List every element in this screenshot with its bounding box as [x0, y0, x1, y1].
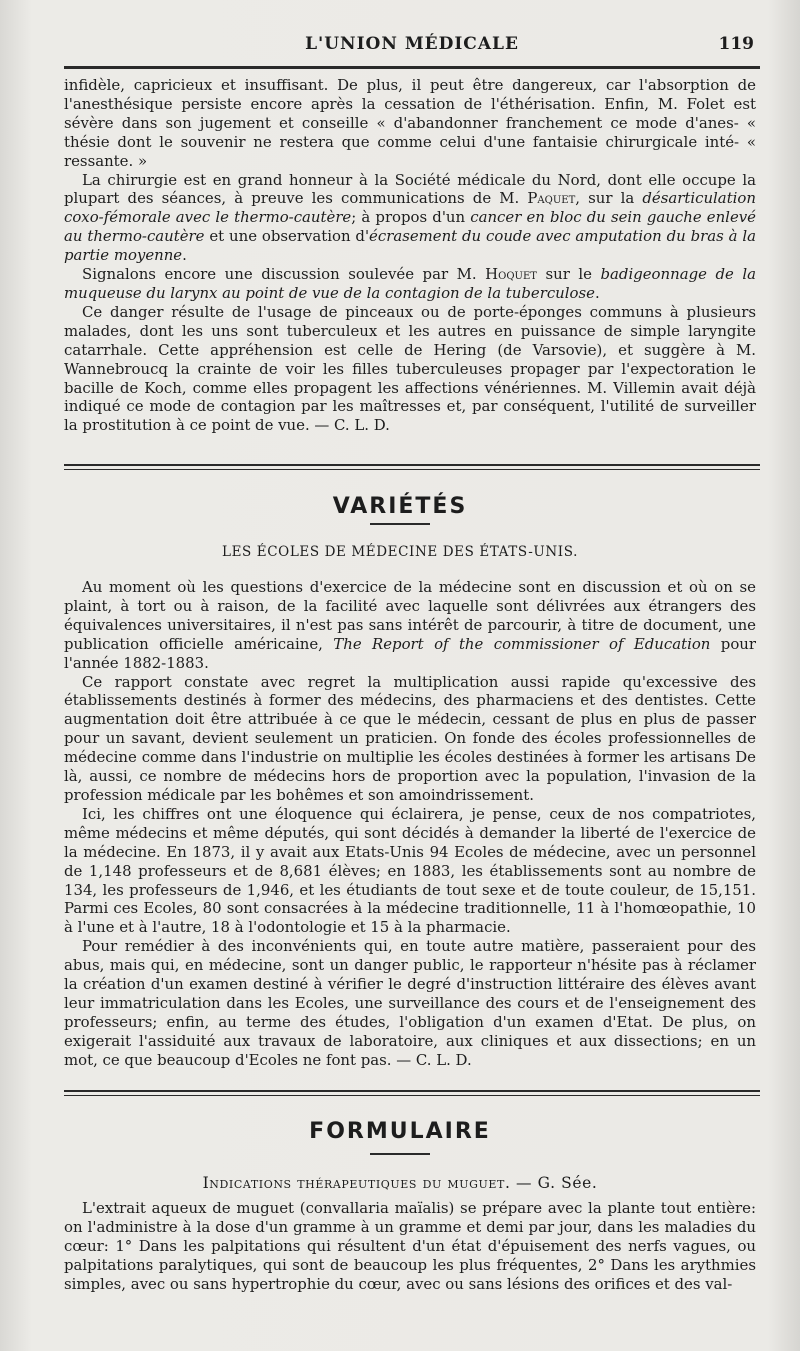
paragraph: Signalons encore une discussion soulevée par M. Hoquet sur le badigeonnage de la muqueuse du larynx au point de vue de la contagion de la tuberculose. — [64, 265, 756, 302]
article-heading: Indications thérapeutiques du muguet. — G. Sée. — [202, 1174, 598, 1192]
header-rule — [64, 66, 760, 69]
paragraph: Ce danger résulte de l'usage de pinceaux ou de porte-éponges communs à plusieurs malades, dont les uns sont tuberculeux et les autres en puissance de simple laryngite catarrhale. Cette appréhension est celle de Hering (de Varsovie), et suggère à M. Wannebroucq la crainte de voir les filles tuberculeuses propager par l'expectoration le bacille de Koch, comme elles propagent les affections vénériennes. M. Villemin avait déjà indiqué ce mode de contagion par les maîtresses et, par conséquent, l'utilité de surveiller la prostitution à ce point de vue. — C. L. D. — [64, 302, 756, 435]
paragraph: L'extrait aqueux de muguet (convallaria maïalis) se prépare avec la plante tout entière: on l'administre à la dose d'un gramme à un gramme et demi par jour, dans les maladies du cœur: 1° Dans les palpitations qui résultent d'un état d'épuisement des nerfs vagues, ou palpitations paralytiques, qui sont de beaucoup les plus fréquentes, 2° Dans les arythmies simples, avec ou sans hypertrophie du cœur, avec ou sans lésions des orifices et des val- — [64, 1199, 756, 1293]
page-header — [64, 34, 760, 58]
article-heading: LES ÉCOLES DE MÉDECINE DES ÉTATS-UNIS. — [222, 544, 578, 560]
running-title: L'UNION MÉDICALE — [305, 34, 519, 54]
title-underline — [370, 523, 430, 525]
section-rule — [64, 469, 760, 470]
paragraph: La chirurgie est en grand honneur à la Société médicale du Nord, dont elle occupe la plupart des séances, à preuve les communications de M. Paquet, sur la désarticulation coxo-fémorale avec le thermo-cautère; à propos d'un cancer en bloc du sein gauche enlevé au thermo-cautère et une observation d'écrasement du coude avec amputation du bras à la partie moyenne. — [64, 170, 756, 265]
intro-text — [64, 76, 756, 435]
page-number: 119 — [718, 34, 754, 54]
section-rule — [64, 1095, 760, 1096]
paragraph: Ici, les chiffres ont une éloquence qui éclairera, je pense, ceux de nos compatriotes, même médecins et même députés, qui sont décidés à demander la liberté de l'exercice de la médecine. En 1873, il y avait aux Etats-Unis 94 Ecoles de médecine, avec un personnel de 1,148 professeurs et de 8,681 élèves; en 1883, les établissements sont au nombre de 134, les professeurs de 1,946, et les étudiants de tout sexe et de toute couleur, de 15,151. Parmi ces Ecoles, 80 sont consacrées à la médecine traditionnelle, 11 à l'homœopathie, 10 à l'une et à l'autre, 18 à l'odontologie et 15 à la pharmacie. — [64, 804, 756, 937]
formulaire-text — [64, 1199, 756, 1294]
paragraph: Au moment où les questions d'exercice de la médecine sont en discussion et où on se plaint, à tort ou à raison, de la facilité avec laquelle sont délivrées aux étrangers des équivalences universitaires, il n'est pas sans intérêt de parcourir, à titre de document, une publication officielle américaine, The Report of the commissioner of Education pour l'année 1882-1883. — [64, 578, 757, 672]
section-title-formulaire: FORMULAIRE — [309, 1119, 491, 1144]
paragraph: Pour remédier à des inconvénients qui, en toute autre matière, passeraient pour des abus, mais qui, en médecine, sont un danger public, le rapporteur n'hésite pas à réclamer la création d'un examen destiné à vérifier le degré d'instruction littéraire des élèves avant leur immatriculation dans les Ecoles, une surveillance des cours et de l'enseignement des professeurs; enfin, au terme des études, l'obligation d'un examen d'Etat. De plus, on exigerait l'assiduité aux travaux de laboratoire, aux cliniques et aux dissections; en un mot, ce que beaucoup d'Ecoles ne font pas. — C. L. D. — [64, 937, 756, 1069]
paragraph: infidèle, capricieux et insuffisant. De plus, il peut être dangereux, car l'absorption de l'anesthésique persiste encore après la cessation de l'éthérisation. Enfin, M. Folet est sévère dans son jugement et conseille « d'abandonner franchement ce mode d'anes- « thésie dont le souvenir ne restera que comme celui d'une fantaisie chirurgicale inté- « ressante. » — [64, 76, 756, 170]
paragraph: Ce rapport constate avec regret la multiplication aussi rapide qu'excessive des établissements destinés à former des médecins, des pharmaciens et des dentistes. Cette augmentation doit être attribuée à ce que le médecin, cessant de plus en plus de passer pour un savant, devient seulement un praticien. On fonde des écoles professionnelles de médecine comme dans l'industrie on multiplie les écoles destinées à former les artisans De là, aussi, ce nombre de médecins hors de proportion avec la population, l'invasion de la profession médicale par les bohêmes et son amoindrissement. — [64, 672, 756, 804]
section-rule — [64, 464, 760, 466]
section-rule — [64, 1090, 760, 1092]
section-title-varietes: VARIÉTÉS — [332, 494, 468, 519]
title-underline — [370, 1153, 430, 1155]
varietes-text — [64, 578, 756, 1070]
